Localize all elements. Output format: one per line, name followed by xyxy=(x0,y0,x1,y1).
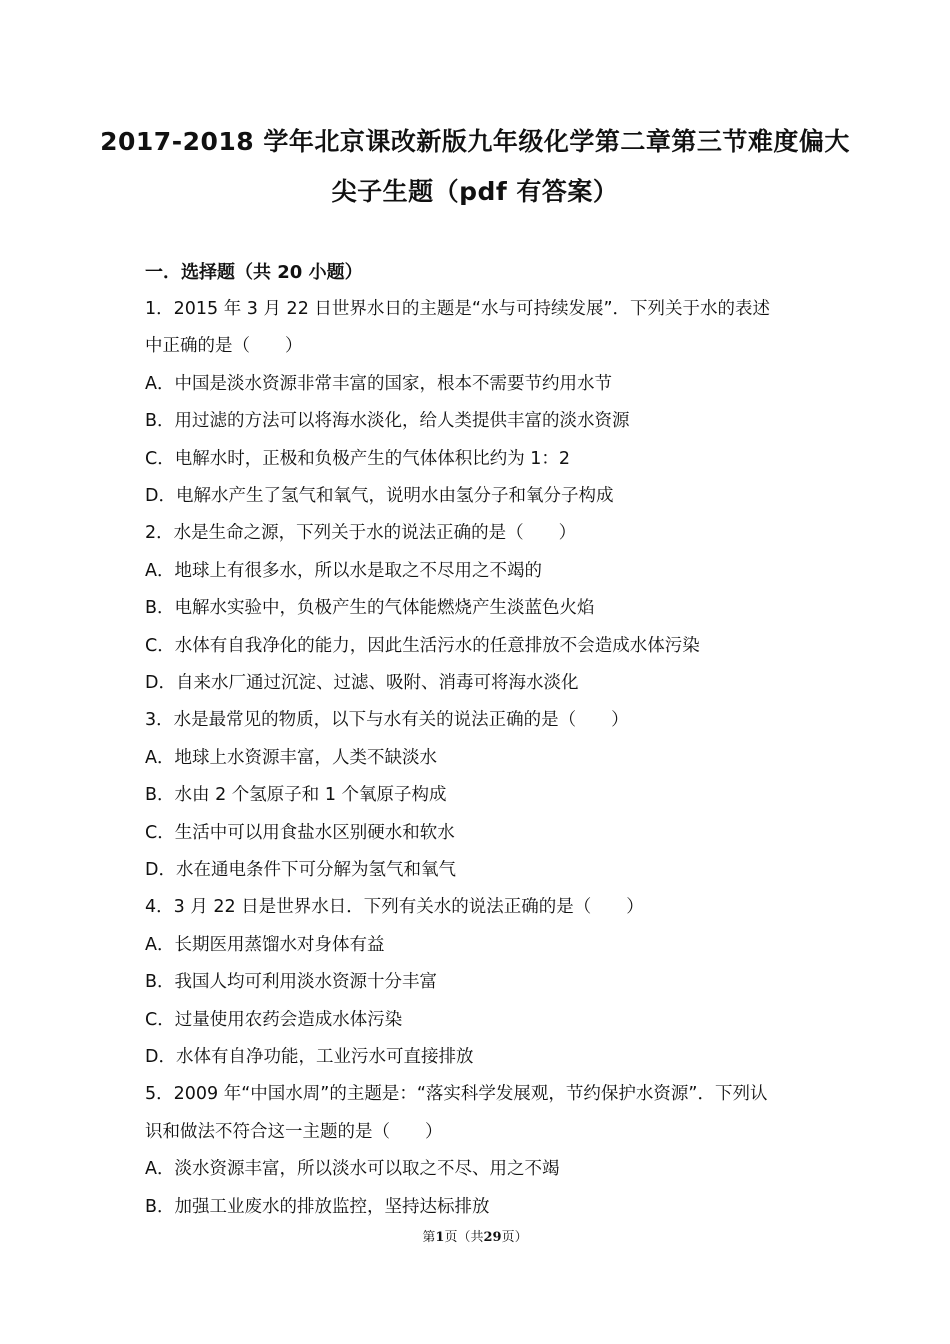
answer-option: A．地球上有很多水，所以水是取之不尽用之不竭的 xyxy=(145,560,542,581)
question-stem: 4．3 月 22 日是世界水日．下列有关水的说法正确的是（ ） xyxy=(145,897,644,918)
answer-option: A．淡水资源丰富，所以淡水可以取之不尽、用之不竭 xyxy=(145,1159,560,1180)
document-title-line-2: 尖子生题（pdf 有答案） xyxy=(331,177,619,206)
answer-option: A．中国是淡水资源非常丰富的国家，根本不需要节约用水节 xyxy=(145,373,612,394)
footer-total-pages: 29 xyxy=(483,1230,502,1245)
answer-option: C．过量使用农药会造成水体污染 xyxy=(145,1009,403,1030)
footer-prefix: 第 xyxy=(422,1230,436,1245)
answer-option: D．自来水厂通过沉淀、过滤、吸附、消毒可将海水淡化 xyxy=(145,673,579,693)
question-stem-continued: 识和做法不符合这一主题的是（ ） xyxy=(145,1121,443,1142)
answer-option: C．电解水时，正极和负极产生的气体体积比约为 1：2 xyxy=(145,448,571,469)
question-stem-continued: 中正确的是（ ） xyxy=(145,336,303,357)
answer-option: A．长期医用蒸馏水对身体有益 xyxy=(145,934,385,955)
question-stem: 1．2015 年 3 月 22 日世界水日的主题是“水与可持续发展”．下列关于水的表述 xyxy=(145,299,771,319)
section-heading: 一．选择题（共 20 小题） xyxy=(145,262,363,283)
answer-option: B．用过滤的方法可以将海水淡化，给人类提供丰富的淡水资源 xyxy=(145,411,630,432)
answer-option: B．加强工业废水的排放监控，坚持达标排放 xyxy=(145,1196,490,1217)
answer-option: D．水体有自净功能，工业污水可直接排放 xyxy=(145,1047,474,1067)
answer-option: B．我国人均可利用淡水资源十分丰富 xyxy=(145,972,438,993)
answer-option: C．生活中可以用食盐水区别硬水和软水 xyxy=(145,822,455,843)
question-stem: 3．水是最常见的物质，以下与水有关的说法正确的是（ ） xyxy=(145,710,629,731)
answer-option: D．电解水产生了氢气和氧气，说明水由氢分子和氧分子构成 xyxy=(145,486,614,506)
page-footer xyxy=(0,1226,950,1245)
answer-option: D．水在通电条件下可分解为氢气和氧气 xyxy=(145,860,456,880)
answer-option: C．水体有自我净化的能力，因此生活污水的任意排放不会造成水体污染 xyxy=(145,635,700,656)
answer-option: B．水由 2 个氢原子和 1 个氧原子构成 xyxy=(145,785,447,806)
question-stem: 2．水是生命之源，下列关于水的说法正确的是（ ） xyxy=(145,523,577,544)
document-title-line-1: 2017-2018 学年北京课改新版九年级化学第二章第三节难度偏大 xyxy=(100,127,850,156)
answer-option: B．电解水实验中，负极产生的气体能燃烧产生淡蓝色火焰 xyxy=(145,598,595,619)
answer-option: A．地球上水资源丰富，人类不缺淡水 xyxy=(145,747,437,768)
footer-middle: 页（共 xyxy=(444,1230,484,1245)
footer-suffix: 页） xyxy=(501,1230,528,1245)
footer-page-number: 1 xyxy=(435,1230,445,1245)
question-stem: 5．2009 年“中国水周”的主题是：“落实科学发展观，节约保护水资源”．下列认 xyxy=(145,1084,768,1105)
